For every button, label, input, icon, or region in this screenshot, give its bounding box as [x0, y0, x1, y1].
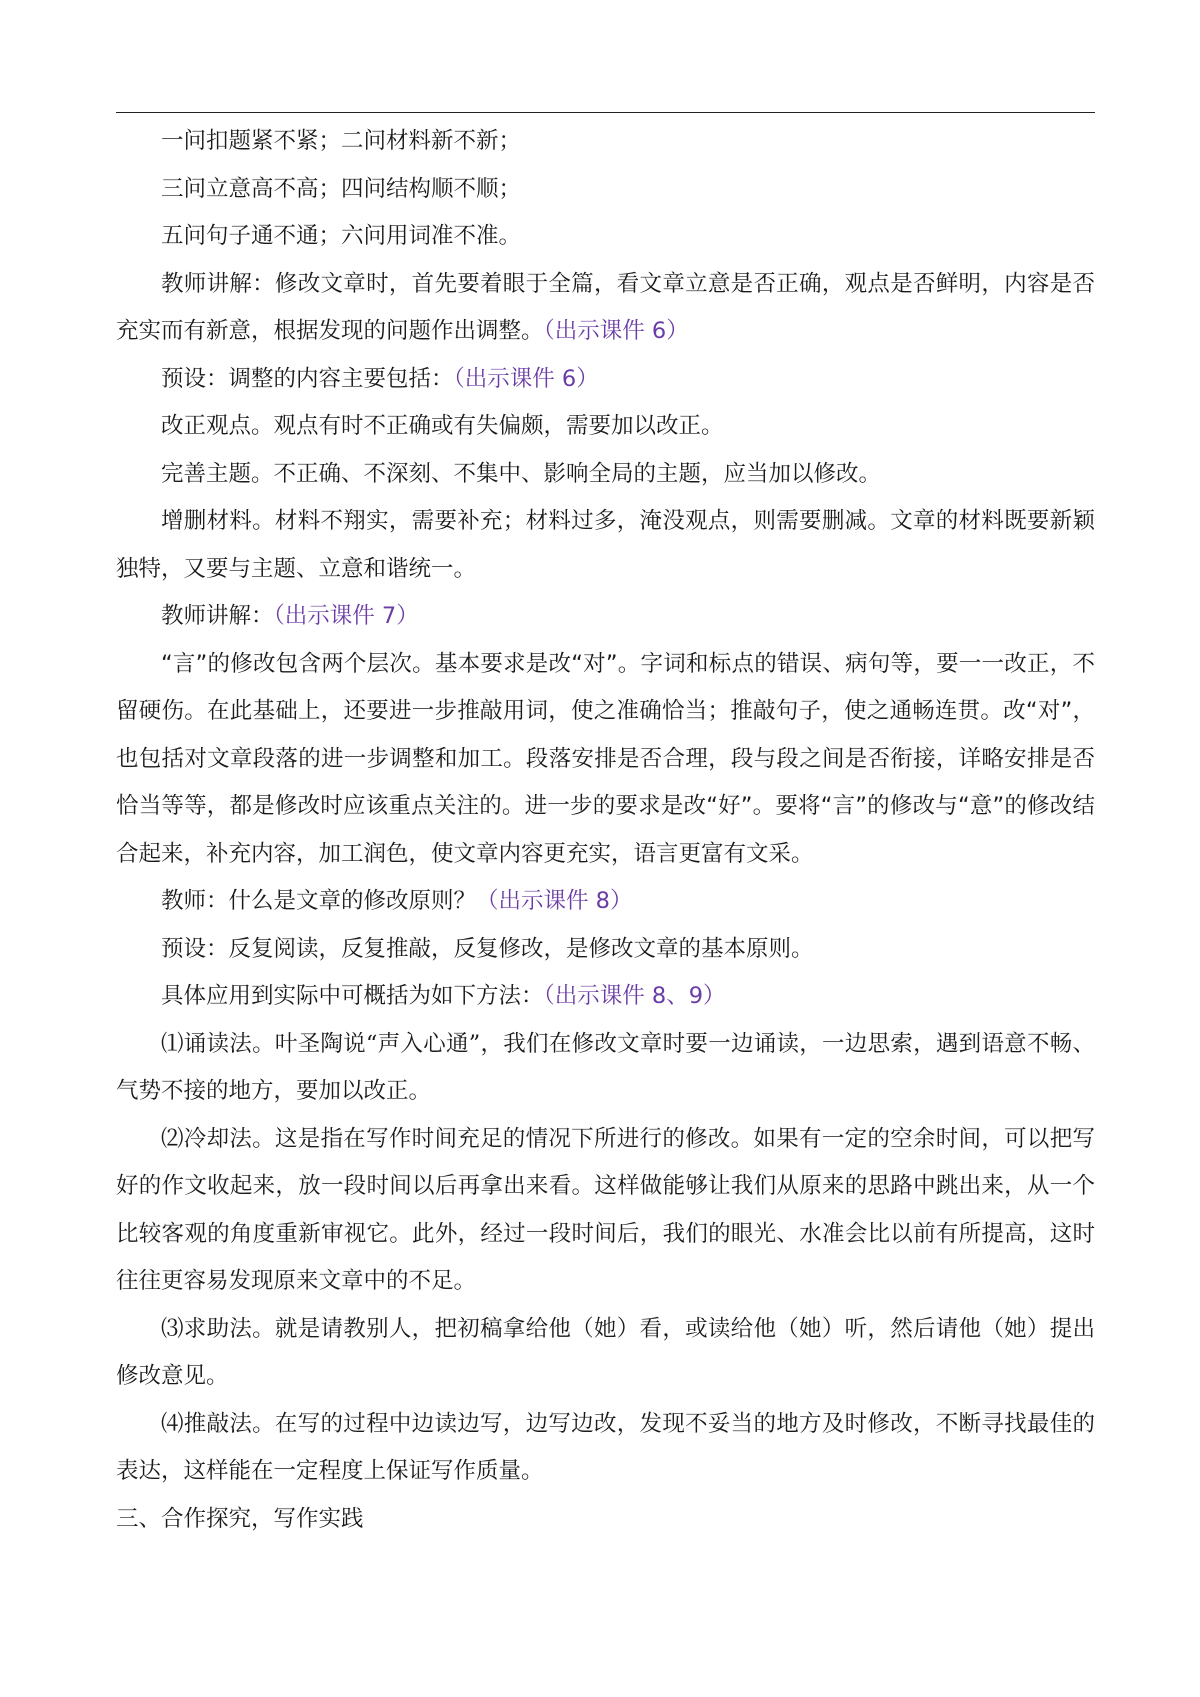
method-paragraph	[116, 1021, 1095, 1116]
paragraph	[116, 261, 1095, 356]
paragraph-text: ⑵冷却法。这是指在写作时间充足的情况下所进行的修改。如果有一定的空余时间，可以把写好的作文收起来，放一段时间以后再拿出来看。这样做能够让我们从原来的思路中跳出来，从一个比较客观的角度重新审视它。此外，经过一段时间后，我们的眼光、水准会比以前有所提高，这时往往更容易发现原来文章中的不足。	[116, 1125, 1095, 1294]
paragraph-text: ⑶求助法。就是请教别人，把初稿拿给他（她）看，或读给他（她）听，然后请他（她）提出修改意见。	[116, 1315, 1095, 1389]
paragraph	[116, 118, 1095, 166]
method-paragraph	[116, 1401, 1095, 1496]
paragraph	[116, 213, 1095, 261]
section-heading-text: 三、合作探究，写作实践	[116, 1505, 364, 1532]
paragraph	[116, 878, 1095, 926]
header-rule	[116, 112, 1095, 113]
paragraph-text: 教师讲解：	[161, 603, 274, 629]
paragraph-text: 五问句子通不通；六问用词准不准。	[161, 223, 522, 249]
paragraph	[116, 356, 1095, 404]
document-body	[116, 118, 1095, 1543]
paragraph-text: 教师：什么是文章的修改原则？	[161, 888, 477, 914]
paragraph-text: ⑴诵读法。叶圣陶说“声入心通”，我们在修改文章时要一边诵读，一边思索，遇到语意不畅、气势不接的地方，要加以改正。	[116, 1030, 1095, 1104]
slide-reference: （出示课件 6）	[543, 318, 689, 344]
paragraph	[116, 498, 1095, 593]
paragraph-text: 改正观点。观点有时不正确或有失偏颇，需要加以改正。	[161, 413, 724, 439]
paragraph-text: 一问扣题紧不紧；二问材料新不新；	[161, 128, 522, 154]
paragraph	[116, 403, 1095, 451]
paragraph-text: 预设：调整的内容主要包括：	[161, 365, 454, 392]
paragraph-text: 教师讲解：修改文章时，首先要着眼于全篇，看文章立意是否正确，观点是否鲜明，内容是否充实而有新意，根据发现的问题作出调整。	[116, 270, 1095, 344]
slide-reference: （出示课件 7）	[273, 603, 419, 629]
paragraph-text: 完善主题。不正确、不深刻、不集中、影响全局的主题，应当加以修改。	[161, 460, 882, 487]
paragraph-text: 具体应用到实际中可概括为如下方法：	[161, 983, 544, 1009]
paragraph	[116, 451, 1095, 499]
paragraph	[116, 166, 1095, 214]
method-paragraph	[116, 1306, 1095, 1401]
paragraph-text: 三问立意高不高；四问结构顺不顺；	[161, 175, 522, 202]
slide-reference: （出示课件 8）	[476, 888, 633, 914]
paragraph	[116, 926, 1095, 974]
paragraph-text: 预设：反复阅读，反复推敲，反复修改，是修改文章的基本原则。	[161, 935, 814, 962]
section-heading	[116, 1496, 1095, 1544]
slide-reference: （出示课件 8、9）	[543, 983, 726, 1009]
paragraph-text: 增删材料。材料不翔实，需要补充；材料过多，淹没观点，则需要删减。文章的材料既要新颖独特，又要与主题、立意和谐统一。	[116, 508, 1095, 582]
paragraph	[116, 641, 1095, 879]
paragraph	[116, 593, 1095, 641]
paragraph	[116, 973, 1095, 1021]
paragraph-text: “言”的修改包含两个层次。基本要求是改“对”。字词和标点的错误、病句等，要一一改正，不留硬伤。在此基础上，还要进一步推敲用词，使之准确恰当；推敲句子，使之通畅连贯。改“对”，也包括对文章段落的进一步调整和加工。段落安排是否合理，段与段之间是否衔接，详略安排是否恰当等等，都是修改时应该重点关注的。进一步的要求是改“好”。要将“言”的修改与“意”的修改结合起来，补充内容，加工润色，使文章内容更充实，语言更富有文采。	[116, 650, 1095, 867]
slide-reference: （出示课件 6）	[453, 365, 599, 392]
method-paragraph	[116, 1116, 1095, 1306]
paragraph-text: ⑷推敲法。在写的过程中边读边写，边写边改，发现不妥当的地方及时修改，不断寻找最佳的表达，这样能在一定程度上保证写作质量。	[116, 1410, 1095, 1484]
